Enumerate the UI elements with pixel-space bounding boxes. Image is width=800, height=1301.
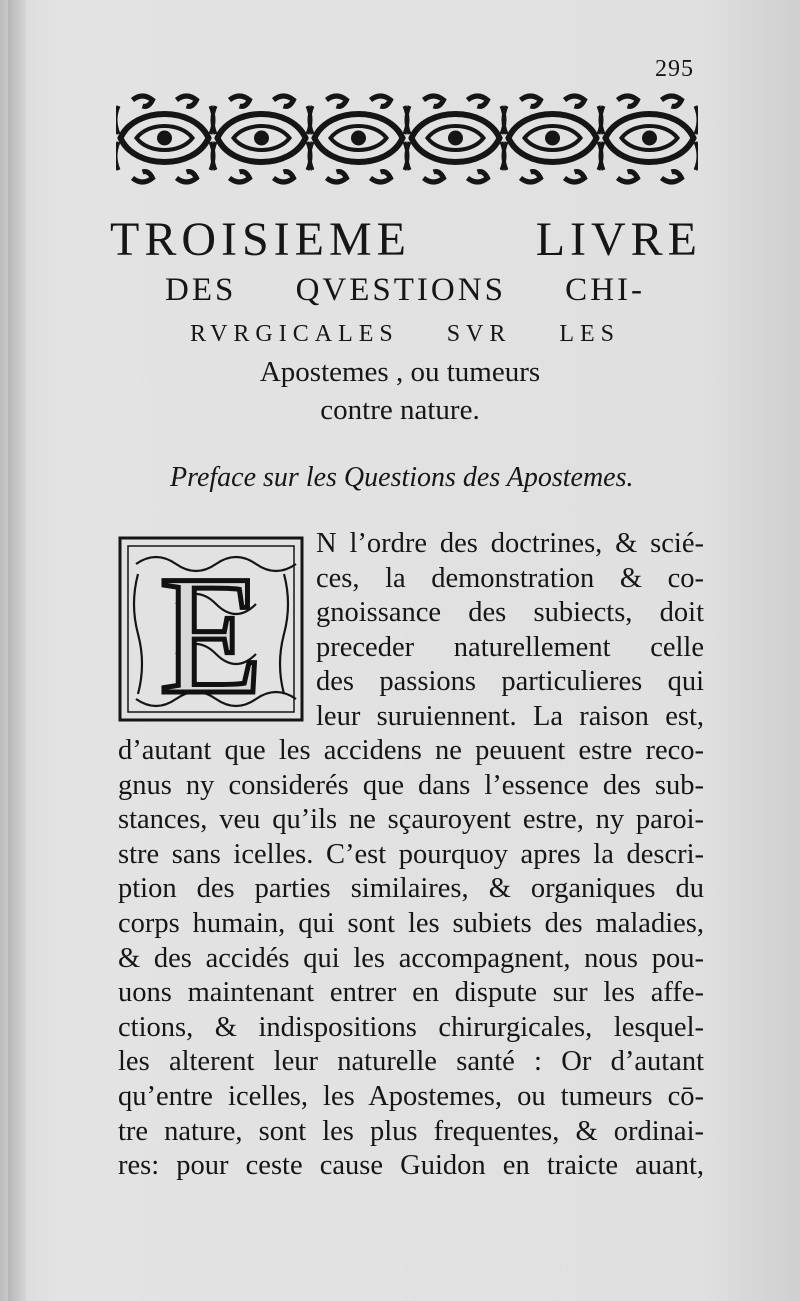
page-number: 295	[655, 56, 694, 82]
ornamental-headpiece	[116, 86, 698, 190]
ornament-motif	[407, 96, 505, 182]
book-title-line-3: RVRGICALES SVR LES	[190, 321, 620, 347]
ornament-motif	[116, 96, 214, 182]
book-title-line-2: DES QVESTIONS CHI-	[165, 272, 645, 308]
text-line: tre nature, sont les plus frequentes, & ordinai-	[118, 1115, 704, 1147]
text-line: res: pour ceste cause Guidon en traicte auant,	[118, 1150, 704, 1182]
text-line: d’autant que les accidens ne peuuent estre reco-	[118, 735, 704, 766]
text-line: ption des parties similaires, & organiques du	[118, 873, 704, 905]
book-title-line-5: contre nature.	[320, 394, 480, 426]
text-line-beside-initial: des passions particulieres qui	[316, 666, 704, 697]
text-line-beside-initial: preceder naturellement celle	[316, 631, 704, 663]
page-gutter-shadow	[8, 0, 26, 1301]
text-line: corps humain, qui sont les subiets des maladies,	[118, 908, 704, 939]
ornament-motif	[213, 96, 311, 182]
text-line-beside-initial: leur suruiennent. La raison est,	[316, 700, 704, 732]
ornament-motif	[601, 96, 699, 182]
text-line: uons maintenant entrer en dispute sur les affe-	[118, 977, 704, 1009]
book-title-line-4: Apostemes , ou tumeurs	[259, 356, 541, 388]
text-line: ctions, & indispositions chirurgicales, lesquel-	[118, 1011, 704, 1043]
text-line: qu’entre icelles, les Apostemes, ou tumeurs cō-	[118, 1081, 704, 1112]
ornament-motif	[310, 96, 408, 182]
text-line: & des accidés qui les accompagnent, nous pou-	[118, 942, 704, 974]
text-line-beside-initial: N l’ordre des doctrines, & scié-	[316, 528, 704, 559]
text-line-beside-initial: gnoissance des subiects, doit	[316, 597, 704, 628]
preface-heading: Preface sur les Questions des Apostemes.	[170, 462, 634, 493]
text-line: les alterent leur naturelle santé : Or d’autant	[118, 1046, 704, 1078]
book-title-line-1: TROISIEME LIVRE	[110, 213, 702, 266]
text-line: stances, veu qu’ils ne sçauroyent estre, ny paroi-	[118, 804, 704, 836]
text-line: stre sans icelles. C’est pourquoy apres la descri-	[118, 838, 704, 870]
text-line: gnus ny considerés que dans l’essence des sub-	[118, 769, 704, 801]
text-line-beside-initial: ces, la demonstration & co-	[316, 562, 704, 594]
ornament-motif	[504, 96, 602, 182]
decorated-initial-letter: E	[159, 541, 263, 724]
decorated-initial	[116, 534, 306, 724]
